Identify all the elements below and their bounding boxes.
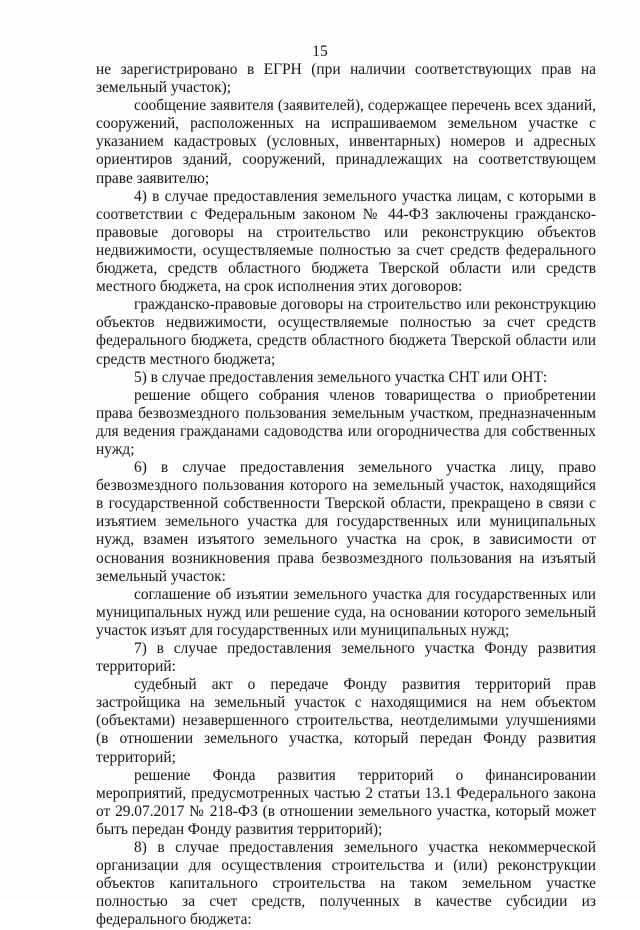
paragraph-applicant-message: сообщение заявителя (заявителей), содержащее перечень всех зданий, сооружений, расположенных на испрашиваемом земельном участке с указанием кадастровых (условных, инвентарных) номеров и адресных ориентиров зданий, сооружений, принадлежащих на соответствующем праве заявителю; [96, 97, 596, 187]
paragraph-item-8: 8) в случае предоставления земельного участка некоммерческой организации для осуществления строительства и (или) реконструкции объектов капитального строительства на таком земельном участке полностью за счет средств, полученных в качестве субсидии из федерального бюджета: [96, 839, 596, 929]
paragraph-item-7: 7) в случае предоставления земельного участка Фонду развития территорий: [96, 640, 596, 676]
paragraph-civil-contracts: гражданско-правовые договоры на строительство или реконструкцию объектов недвижимости, осуществляемые полностью за счет средств федерального бюджета, средств областного бюджета Тверской области или средств местного бюджета; [96, 296, 596, 368]
paragraph-fund-decision: решение Фонда развития территорий о финансировании мероприятий, предусмотренных частью 2 статьи 13.1 Федерального закона от 29.07.2017 № 218-ФЗ (в отношении земельного участка, который может быть передан Фонду развития территорий); [96, 766, 596, 838]
paragraph-seizure-agreement: соглашение об изъятии земельного участка для государственных или муниципальных нужд или решение суда, на основании которого земельный участок изъят для государственных или муниципальных нужд; [96, 585, 596, 639]
document-body [96, 61, 596, 930]
paragraph-item-6: 6) в случае предоставления земельного участка лицу, право безвозмездного пользования которого на земельный участок, находящийся в государственной собственности Тверской области, прекращено в связи с изъятием земельного участка для государственных или муниципальных нужд, взамен изъятого земельного участка на срок, в зависимости от основания возникновения права безвозмездного пользования на изъятый земельный участок: [96, 459, 596, 585]
page-number: 15 [312, 43, 328, 60]
paragraph-item-4: 4) в случае предоставления земельного участка лицам, с которыми в соответствии с Федеральным законом № 44-ФЗ заключены гражданско-правовые договоры на строительство или реконструкцию объектов недвижимости, осуществляемые полностью за счет средств федерального бюджета, средств областного бюджета Тверской области или средств местного бюджета, на срок исполнения этих договоров: [96, 187, 596, 296]
paragraph-egrn-continuation: не зарегистрировано в ЕГРН (при наличии соответствующих прав на земельный участок); [96, 61, 596, 97]
paragraph-general-meeting-decision: решение общего собрания членов товарищества о приобретении права безвозмездного пользования земельным участком, предназначенным для ведения гражданами садоводства или огородничества для собственных нужд; [96, 386, 596, 458]
paragraph-court-act: судебный акт о передаче Фонду развития территорий прав застройщика на земельный участок с находящимися на нем объектом (объектами) незавершенного строительства, неотделимыми улучшениями (в отношении земельного участка, который передан Фонду развития территорий; [96, 676, 596, 766]
paragraph-item-5: 5) в случае предоставления земельного участка СНТ или ОНТ: [134, 368, 548, 386]
